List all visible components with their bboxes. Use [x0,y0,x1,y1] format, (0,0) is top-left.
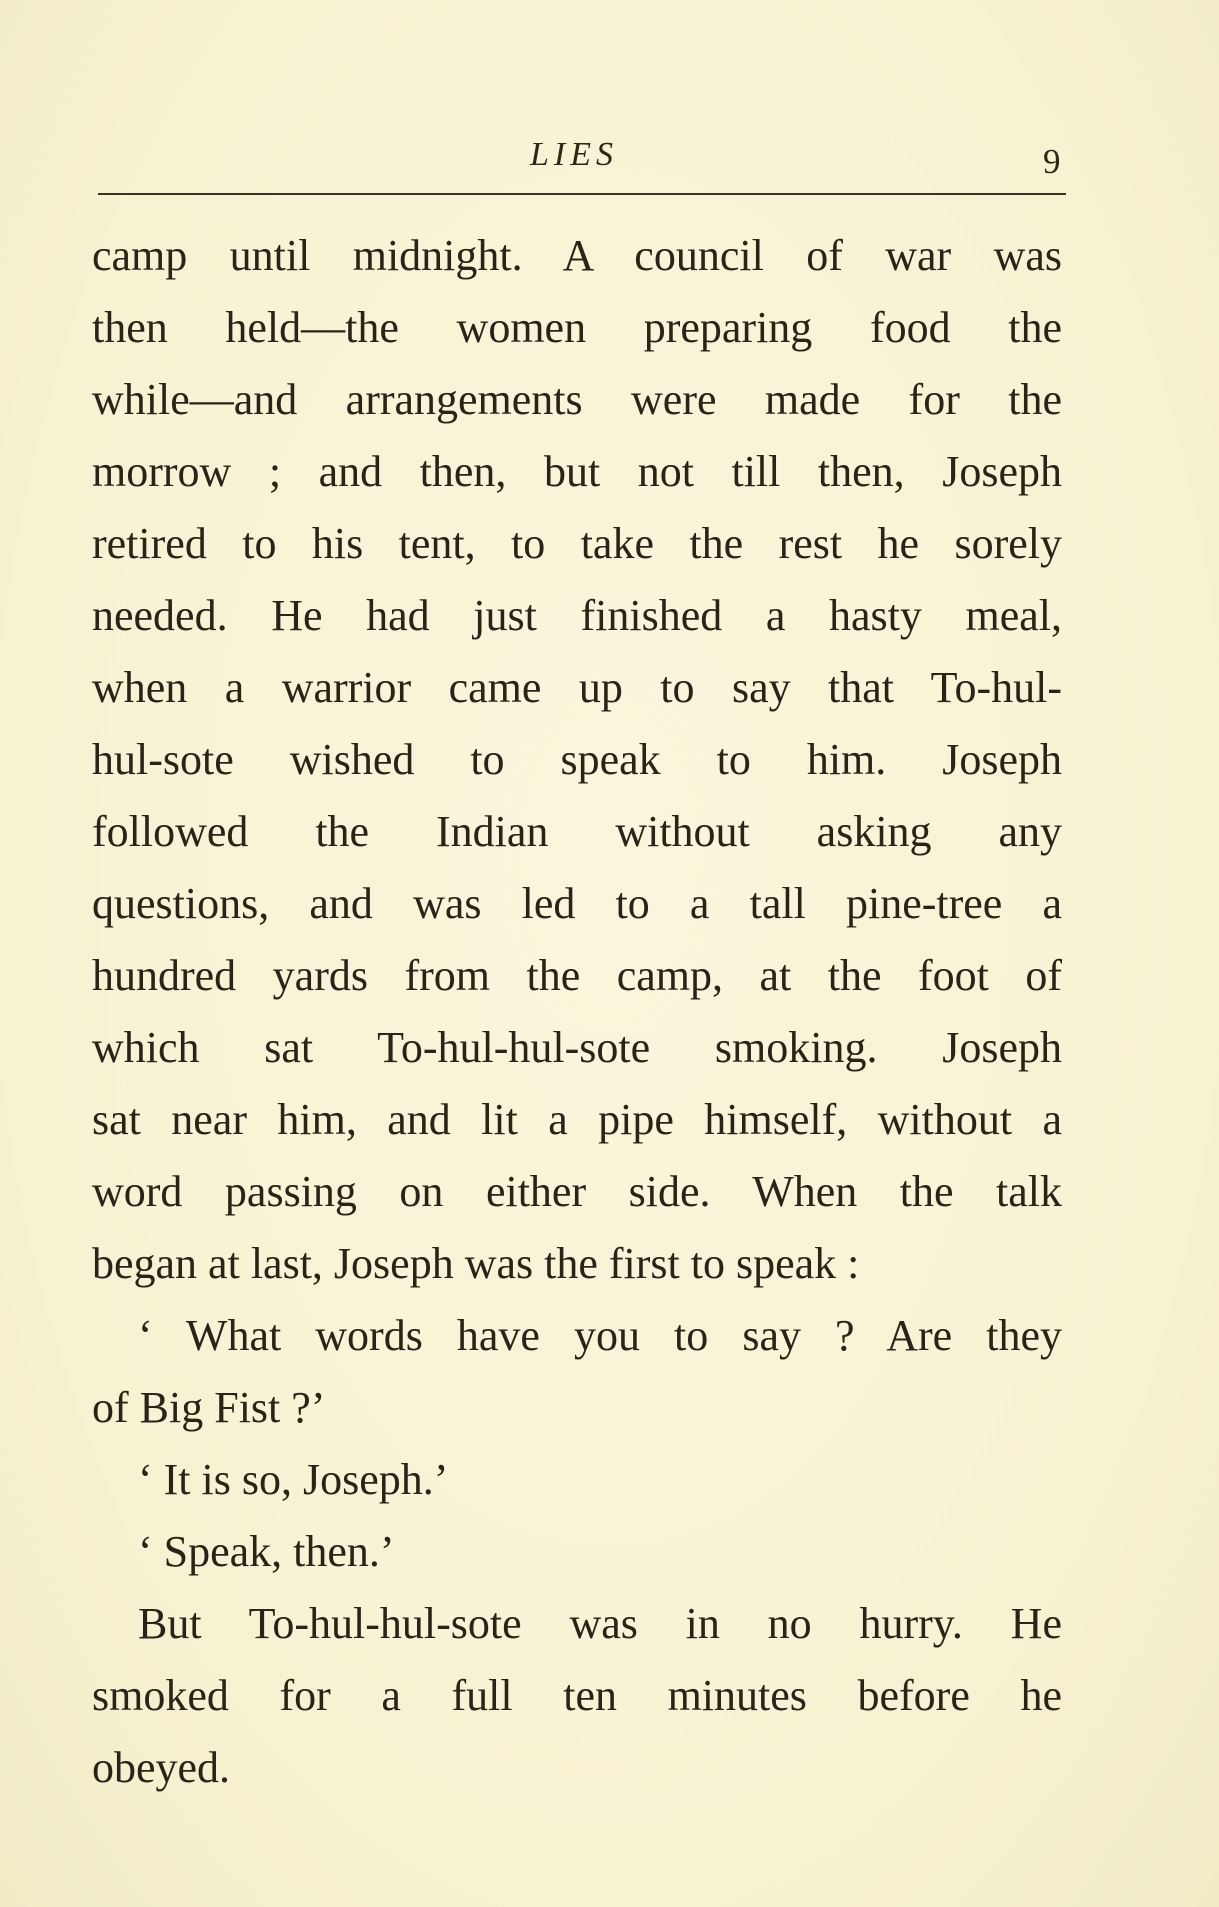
text-line: when a warrior came up to say that To-hul- [92,663,1062,712]
text-line: then held—the women preparing food the [92,303,1062,352]
dialogue-line: ‘ It is so, Joseph.’ [138,1455,449,1504]
text-line: while—and arrangements were made for the [92,375,1062,424]
dialogue-line: of Big Fist ?’ [92,1383,326,1432]
text-line: which sat To-hul-hul-sote smoking. Joseph [92,1023,1062,1072]
text-line: retired to his tent, to take the rest he sorely [92,519,1062,568]
text-line: obeyed. [92,1743,231,1792]
page-number: 9 [1043,142,1061,181]
text-line: camp until midnight. A council of war was [92,231,1062,280]
text-line: hundred yards from the camp, at the foot of [92,951,1062,1000]
text-line: smoked for a full ten minutes before he [92,1671,1062,1720]
text-line: hul-sote wished to speak to him. Joseph [92,735,1062,784]
text-line: morrow ; and then, but not till then, Joseph [92,447,1062,496]
dialogue-line: ‘ Speak, then.’ [138,1527,395,1576]
body-text [92,220,1062,1804]
text-line: followed the Indian without asking any [92,807,1062,856]
text-line: needed. He had just finished a hasty meal, [92,591,1062,640]
running-title: LIES [530,136,618,173]
text-line: began at last, Joseph was the first to speak : [92,1239,860,1288]
text-line: questions, and was led to a tall pine-tree a [92,879,1062,928]
running-head [0,128,1219,181]
dialogue-line: ‘ What words have you to say ? Are they [138,1311,1062,1360]
text-line: But To-hul-hul-sote was in no hurry. He [138,1599,1062,1648]
text-line: word passing on either side. When the talk [92,1167,1062,1216]
text-line: sat near him, and lit a pipe himself, without a [92,1095,1062,1144]
header-rule [98,193,1066,195]
